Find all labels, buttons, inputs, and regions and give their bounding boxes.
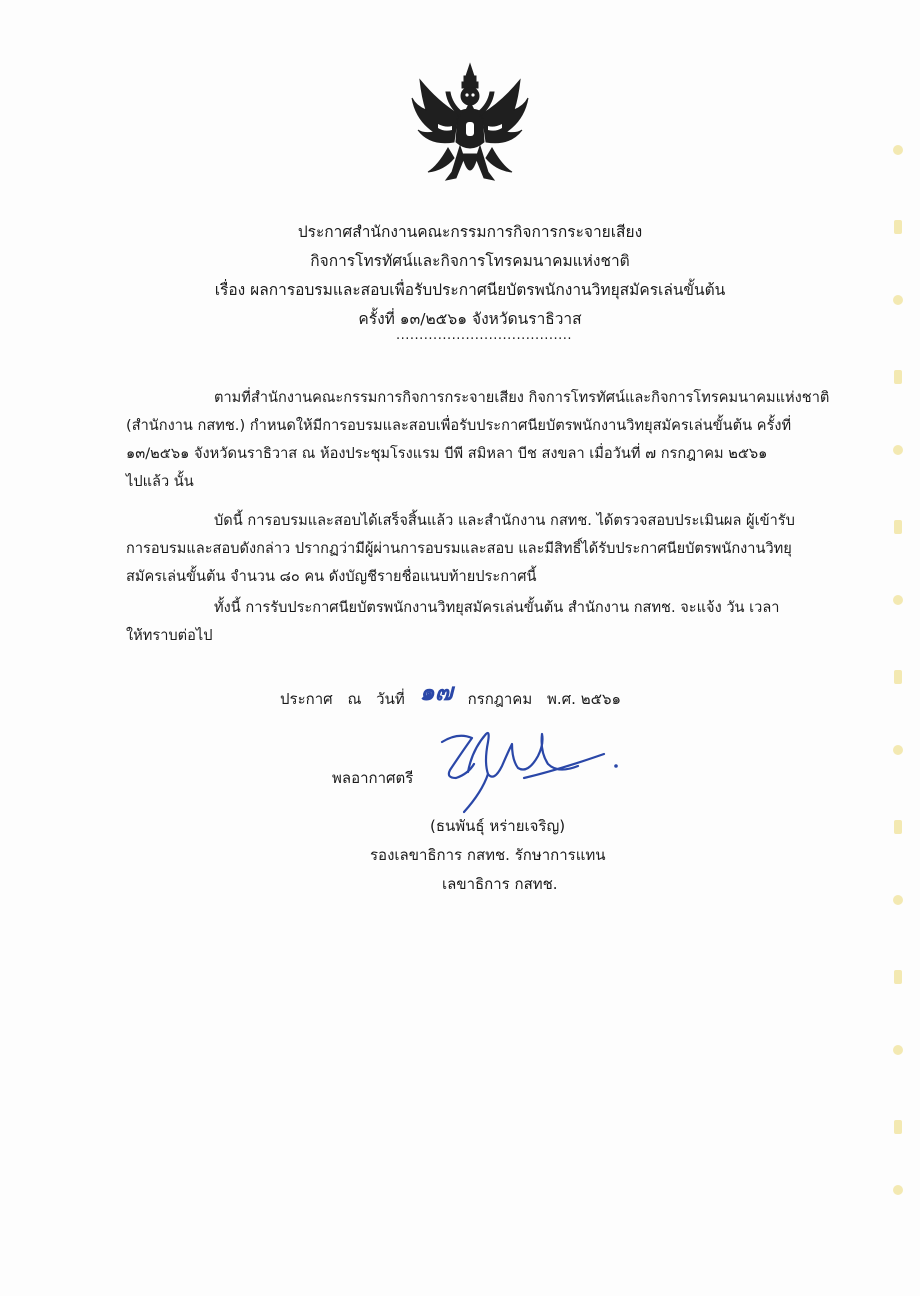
dateline-day-label: วันที่ bbox=[376, 690, 405, 708]
announcement-dateline bbox=[280, 676, 631, 715]
heading-line-1: ประกาศสำนักงานคณะกรรมการกิจการกระจายเสียง bbox=[297, 223, 643, 241]
signatory-name: (ธนพันธุ์ หร่ายเจริญ) bbox=[430, 817, 566, 835]
announcement-heading bbox=[100, 218, 840, 334]
heading-separator: ...................................... bbox=[396, 328, 573, 343]
signatory-rank: พลอากาศตรี bbox=[332, 769, 414, 787]
paragraph-3-line-1: ทั้งนี้ การรับประกาศนียบัตรพนักงานวิทยุสมัครเล่นขั้นต้น สำนักงาน กสทช. จะแจ้ง วัน เวลา bbox=[214, 599, 780, 616]
paragraph-1-line-4: ไปแล้ว นั้น bbox=[126, 473, 194, 490]
dateline-year: พ.ศ. ๒๕๖๑ bbox=[547, 690, 621, 708]
garuda-emblem-icon bbox=[408, 62, 532, 192]
handwritten-signature bbox=[428, 712, 628, 822]
signatory-position-line-1: รองเลขาธิการ กสทช. รักษาการแทน bbox=[370, 846, 606, 864]
body-paragraph-3 bbox=[126, 594, 832, 650]
body-paragraph-1 bbox=[126, 384, 832, 496]
paragraph-2-line-2: การอบรมและสอบดังกล่าว ปรากฏว่ามีผู้ผ่านการอบรมและสอบ และมีสิทธิ์ได้รับประกาศนียบัตรพนักงานวิทยุ bbox=[126, 540, 792, 557]
paragraph-1-line-3: ๑๓/๒๕๖๑ จังหวัดนราธิวาส ณ ห้องประชุมโรงแรม บีพี สมิหลา บีช สงขลา เมื่อวันที่ ๗ กรกฎาคม ๒๕๖๑ bbox=[126, 445, 768, 462]
paragraph-2-line-3: สมัครเล่นขั้นต้น จำนวน ๘๐ คน ดังบัญชีรายชื่อแนบท้ายประกาศนี้ bbox=[126, 568, 537, 585]
heading-line-3: เรื่อง ผลการอบรมและสอบเพื่อรับประกาศนียบัตรพนักงานวิทยุสมัครเล่นขั้นต้น bbox=[214, 281, 726, 299]
security-edge-marks bbox=[886, 130, 910, 1210]
dateline-month: กรกฎาคม bbox=[467, 690, 533, 708]
handwritten-day: ๑๗ bbox=[419, 677, 453, 706]
paragraph-1-line-2: (สำนักงาน กสทช.) กำหนดให้มีการอบรมและสอบเพื่อรับประกาศนียบัตรพนักงานวิทยุสมัครเล่นขั้นต้น ครั้งที่ bbox=[126, 417, 792, 434]
signatory-position-line-2: เลขาธิการ กสทช. bbox=[442, 875, 558, 893]
heading-line-4: ครั้งที่ ๑๓/๒๕๖๑ จังหวัดนราธิวาส bbox=[358, 310, 582, 328]
paragraph-2-line-1: บัดนี้ การอบรมและสอบได้เสร็จสิ้นแล้ว และสำนักงาน กสทช. ได้ตรวจสอบประเมินผล ผู้เข้ารับ bbox=[214, 512, 795, 529]
dateline-prefix: ประกาศ bbox=[280, 690, 333, 708]
dateline-at: ณ bbox=[347, 690, 362, 708]
signatory-block bbox=[340, 812, 640, 899]
heading-line-2: กิจการโทรทัศน์และกิจการโทรคมนาคมแห่งชาติ bbox=[310, 252, 630, 270]
paragraph-1-line-1: ตามที่สำนักงานคณะกรรมการกิจการกระจายเสียง กิจการโทรทัศน์และกิจการโทรคมนาคมแห่งชาติ bbox=[214, 389, 830, 406]
paragraph-3-line-2: ให้ทราบต่อไป bbox=[126, 627, 213, 644]
body-paragraph-2 bbox=[126, 507, 832, 591]
